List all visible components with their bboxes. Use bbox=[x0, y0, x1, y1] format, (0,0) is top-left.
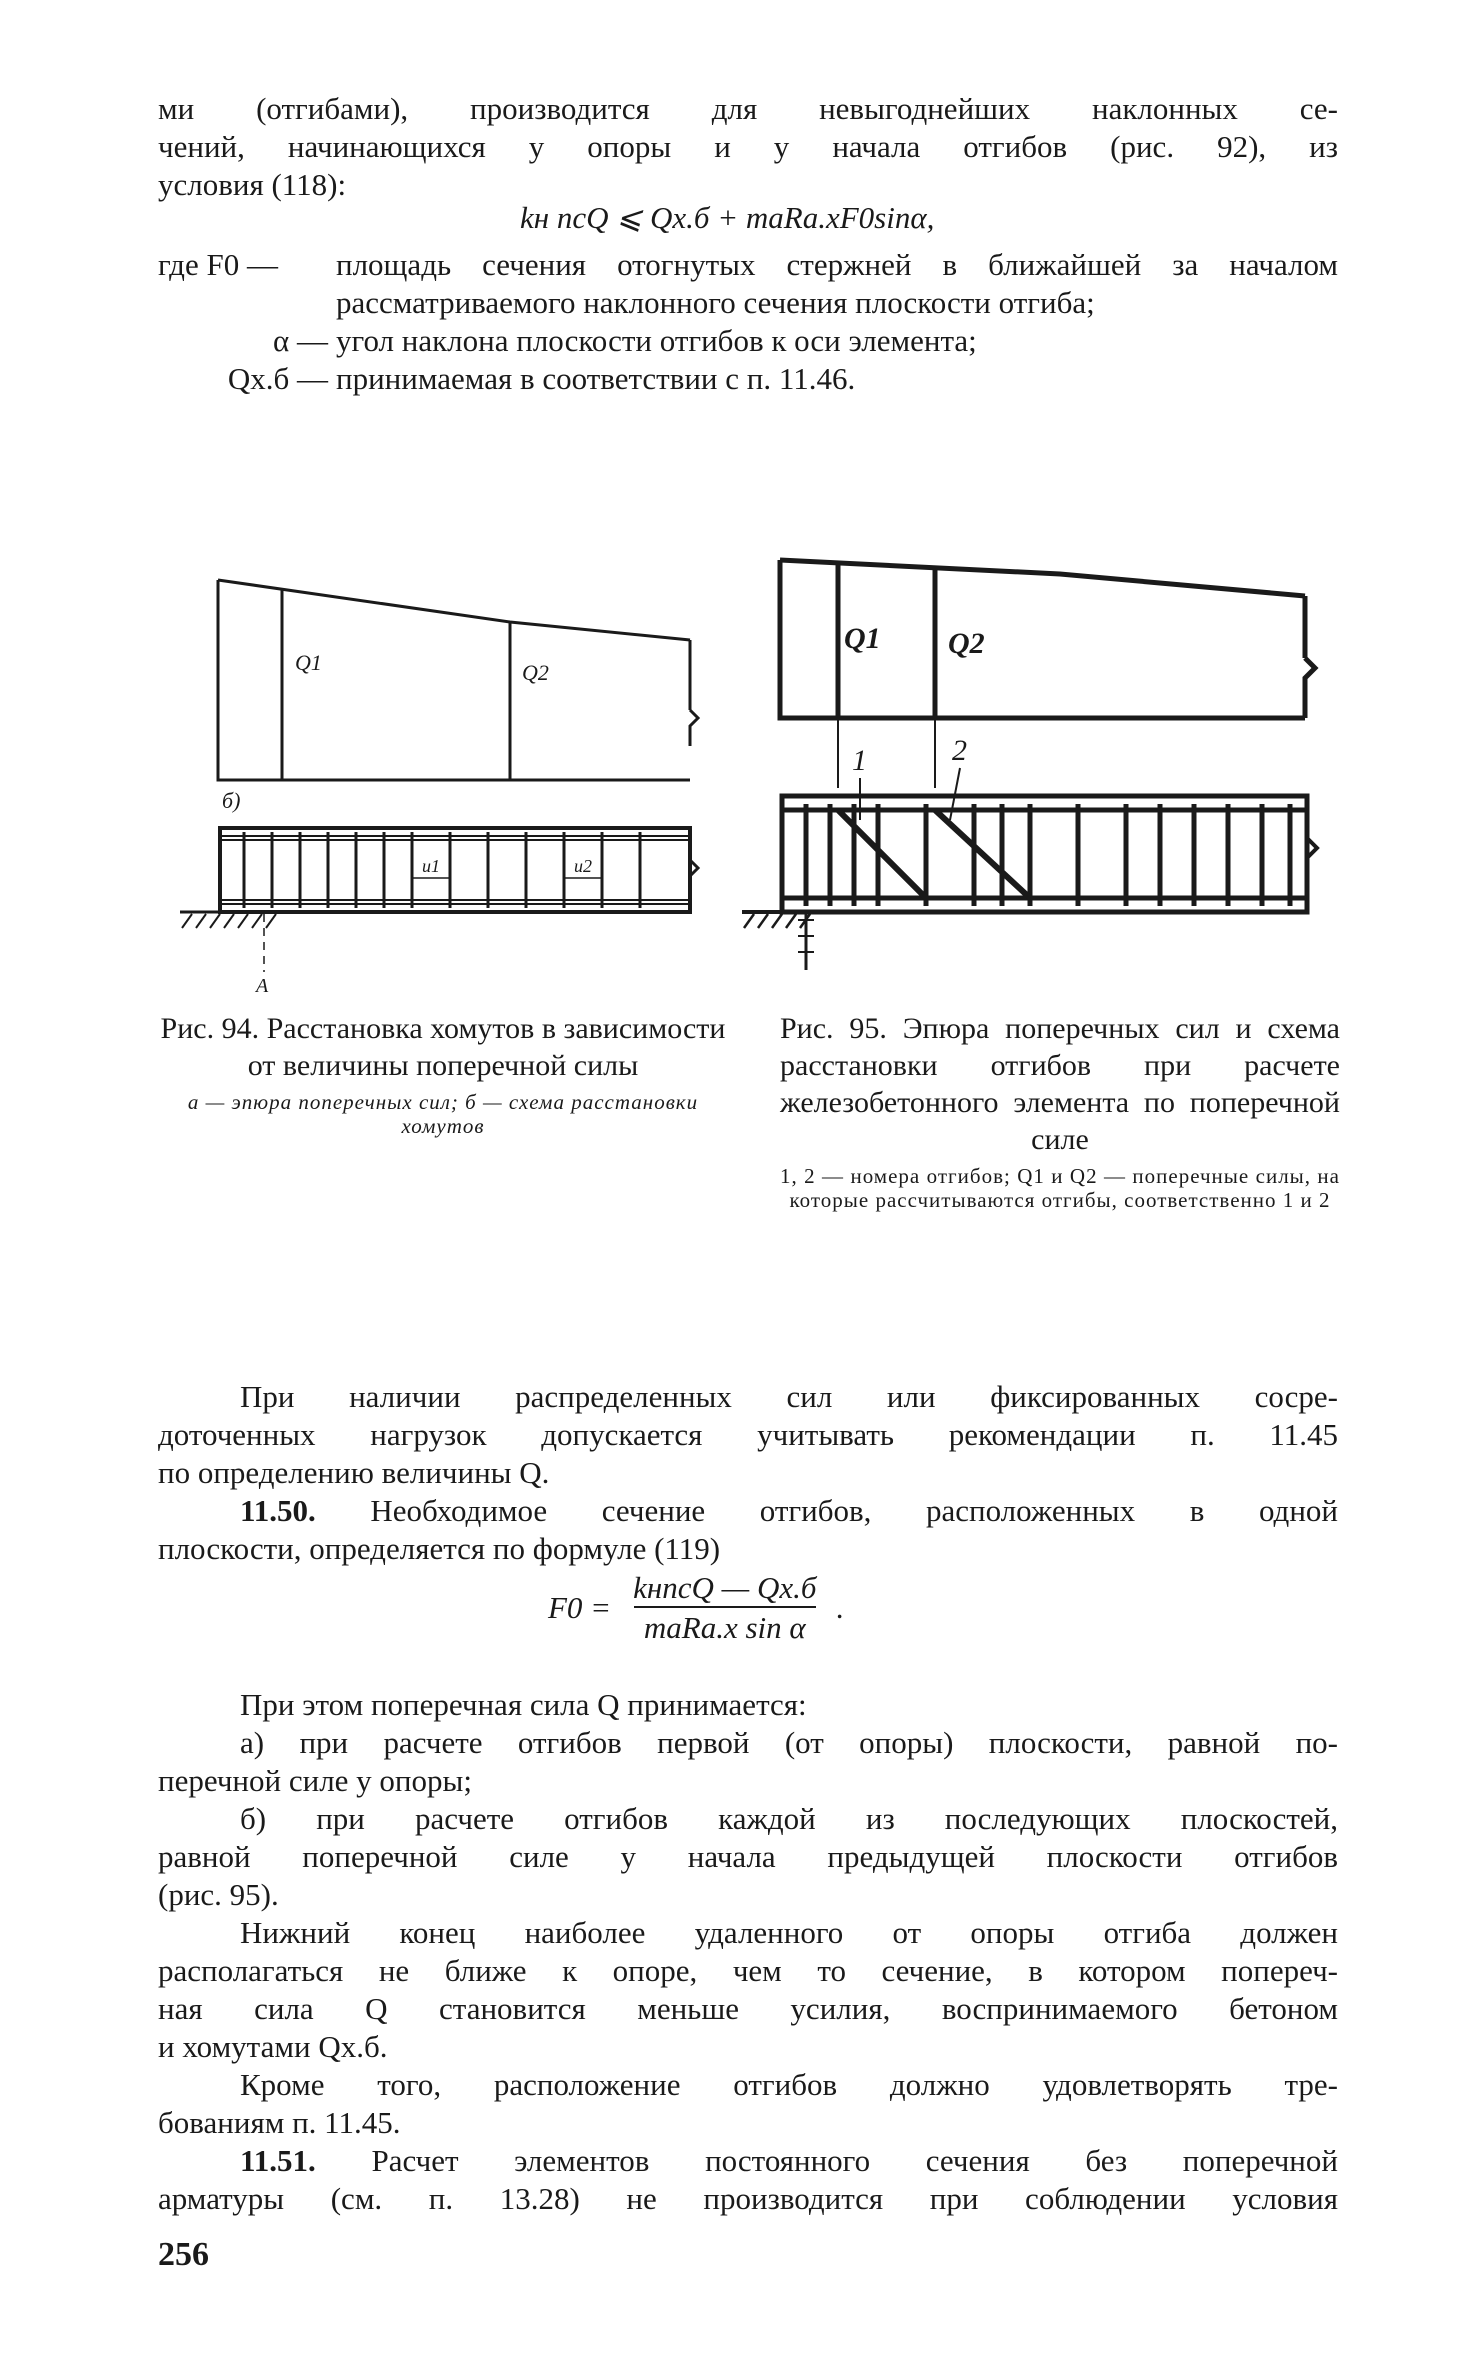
fig94-label-a: А bbox=[256, 975, 269, 997]
para-q-b-line-1: б) при расчете отгибов каждой из последующих плоскостей, bbox=[240, 1801, 1338, 1836]
para-lower-end-line-1: Нижний конец наиболее удаленного от опоры отгиба должен bbox=[240, 1915, 1338, 1950]
para-besides-line-2: бованиям п. 11.45. bbox=[158, 2105, 401, 2140]
definition-symbol: α — bbox=[273, 323, 328, 358]
figure-95 bbox=[740, 548, 1340, 988]
intro-line-3: условия (118): bbox=[158, 167, 347, 202]
definition-symbol: Qх.б — bbox=[227, 361, 328, 396]
fig94-label-u2: u2 bbox=[574, 856, 592, 876]
para-distributed-line-1: При наличии распределенных сил или фиксированных сосре- bbox=[240, 1379, 1338, 1414]
formula-119-lhs: F0 = bbox=[548, 1590, 612, 1625]
definition-text: угол наклона плоскости отгибов к оси элемента; bbox=[336, 323, 977, 358]
para-q-b-line-3: (рис. 95). bbox=[158, 1877, 279, 1912]
formula-119-denominator: maRa.х sin α bbox=[634, 1606, 816, 1646]
formula-119-numerator: kнnсQ — Qх.б bbox=[633, 1570, 817, 1605]
definitions-list bbox=[158, 246, 1338, 398]
para-1151-text: Расчет элементов постоянного сечения без поперечной bbox=[371, 2143, 1338, 2178]
para-q-b-line-2: равной поперечной силе у начала предыдущей плоскости отгибов bbox=[158, 1839, 1338, 1874]
figure-94-title: Рис. 94. Расстановка хомутов в зависимости от величины поперечной силы bbox=[160, 1012, 726, 1082]
figure-94 bbox=[160, 560, 720, 1000]
definition-symbol: где F0 — bbox=[158, 247, 278, 282]
figure-94-note: а — эпюра поперечных сил; б — схема расстановки хомутов bbox=[187, 1090, 699, 1138]
intro-line-1: ми (отгибами), производится для невыгоднейших наклонных се- bbox=[158, 91, 1338, 126]
para-1150-line-1 bbox=[158, 1492, 1338, 1530]
figure-94-drawing bbox=[160, 560, 720, 1000]
figure-95-note: 1, 2 — номера отгибов; Q1 и Q2 — поперечные силы, на которые рассчитываются отгибы, соответственно 1 и 2 bbox=[780, 1164, 1340, 1212]
para-1150-line-2: плоскости, определяется по формуле (119) bbox=[158, 1531, 721, 1566]
para-distributed-line-3: по определению величины Q. bbox=[158, 1455, 550, 1490]
para-1151-line-1 bbox=[158, 2142, 1338, 2180]
intro-line-2: чений, начинающихся у опоры и у начала отгибов (рис. 92), из bbox=[158, 129, 1338, 164]
para-lower-end-line-3: ная сила Q становится меньше усилия, воспринимаемого бетоном bbox=[158, 1991, 1338, 2026]
definition-qxb bbox=[158, 360, 1338, 398]
fig94-label-q1: Q1 bbox=[295, 650, 322, 675]
definition-text: принимаемая в соответствии с п. 11.46. bbox=[336, 361, 856, 396]
para-q-intro: При этом поперечная сила Q принимается: bbox=[240, 1687, 807, 1722]
figure-95-caption bbox=[780, 1010, 1340, 1212]
fig95-label-2: 2 bbox=[952, 734, 967, 767]
fig95-label-q2: Q2 bbox=[948, 627, 985, 660]
definition-text: площадь сечения отогнутых стержней в ближайшей за началом рассматриваемого наклонного сечения плоскости отгиба; bbox=[336, 247, 1338, 320]
figure-94-caption bbox=[158, 1010, 728, 1138]
para-lower-end-line-4: и хомутами Qх.б. bbox=[158, 2029, 388, 2064]
formula-119 bbox=[548, 1570, 844, 1646]
formula-119-tail: . bbox=[836, 1590, 845, 1625]
para-1151-line-2: арматуры (см. п. 13.28) не производится при соблюдении условия bbox=[158, 2181, 1338, 2216]
definition-f0 bbox=[158, 246, 1338, 322]
formula-118: kн nсQ ⩽ Qх.б + maRa.хF0sinα, bbox=[520, 200, 935, 235]
page-number: 256 bbox=[158, 2236, 209, 2273]
fig95-label-q1: Q1 bbox=[844, 622, 881, 655]
para-q-a-line-2: перечной силе у опоры; bbox=[158, 1763, 472, 1798]
para-1150-number: 11.50. bbox=[240, 1493, 316, 1528]
definition-alpha bbox=[158, 322, 1338, 360]
figure-95-drawing bbox=[740, 548, 1340, 988]
para-1151-number: 11.51. bbox=[240, 2143, 316, 2178]
para-distributed-line-2: доточенных нагрузок допускается учитывать рекомендации п. 11.45 bbox=[158, 1417, 1338, 1452]
formula-119-fraction bbox=[623, 1570, 826, 1646]
fig94-label-u1: u1 bbox=[422, 856, 440, 876]
fig95-label-1: 1 bbox=[852, 744, 867, 777]
figure-95-title: Рис. 95. Эпюра поперечных сил и схема расстановки отгибов при расчете железобетонного элемента по поперечной силе bbox=[780, 1012, 1340, 1156]
fig94-label-b: б) bbox=[222, 788, 241, 813]
para-1150-text: Необходимое сечение отгибов, расположенных в одной bbox=[370, 1493, 1339, 1528]
fig94-label-q2: Q2 bbox=[522, 660, 549, 685]
para-besides-line-1: Кроме того, расположение отгибов должно удовлетворять тре- bbox=[240, 2067, 1338, 2102]
para-q-a-line-1: а) при расчете отгибов первой (от опоры) плоскости, равной по- bbox=[240, 1725, 1338, 1760]
para-lower-end-line-2: располагаться не ближе к опоре, чем то сечение, в котором попереч- bbox=[158, 1953, 1338, 1988]
